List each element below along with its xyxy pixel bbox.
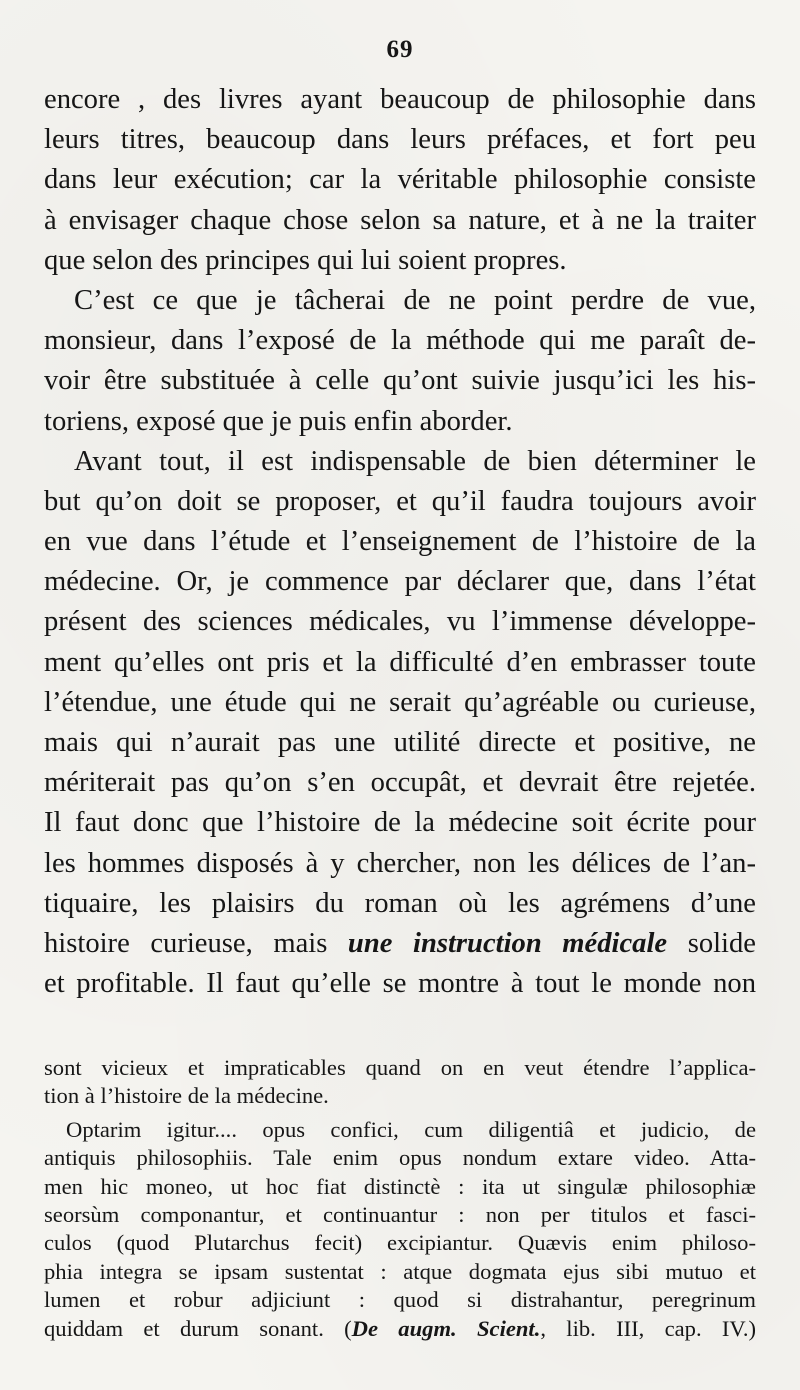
emphasized-text: une instruction médicale bbox=[347, 927, 668, 959]
text-segment: , lib. III, cap. IV.) bbox=[540, 1315, 756, 1341]
footnote bbox=[44, 1054, 756, 1343]
footnote-line: culos (quod Plutarchus fecit) excipiantur. Quævis enim philoso- bbox=[44, 1230, 756, 1256]
text-line: mériterait pas qu’on s’en occupât, et devrait être rejetée. bbox=[44, 767, 756, 799]
footnote-line: tion à l’histoire de la médecine. bbox=[44, 1083, 329, 1109]
text-line: tiquaire, les plaisirs du roman où les agrémens d’une bbox=[44, 887, 756, 919]
text-line: monsieur, dans l’exposé de la méthode qui me paraît de- bbox=[44, 325, 756, 357]
footnote-line: seorsùm componantur, et continuantur : non per titulos et fasci- bbox=[44, 1201, 756, 1227]
text-line: Avant tout, il est indispensable de bien déterminer le bbox=[74, 445, 756, 477]
text-line: en vue dans l’étude et l’enseignement de l’histoire de la bbox=[44, 526, 756, 558]
text-line: C’est ce que je tâcherai de ne point perdre de vue, bbox=[74, 284, 756, 316]
footnote-line: men hic moneo, ut hoc fiat distinctè : ita ut singulæ philosophiæ bbox=[44, 1173, 756, 1199]
footnote-line: phia integra se ipsam sustentat : atque dogmata ejus sibi mutuo et bbox=[44, 1258, 756, 1284]
text-segment: histoire curieuse, mais bbox=[44, 927, 348, 959]
footnote-line: antiquis philosophiis. Tale enim opus nondum extare video. Atta- bbox=[44, 1145, 756, 1171]
text-line: à envisager chaque chose selon sa nature, et à ne la traiter bbox=[44, 204, 756, 236]
text-line: ment qu’elles ont pris et la difficulté d’en embrasser toute bbox=[44, 646, 756, 678]
text-line: médecine. Or, je commence par déclarer que, dans l’état bbox=[44, 566, 756, 598]
main-text bbox=[44, 80, 756, 1004]
text-line: les hommes disposés à y chercher, non les délices de l’an- bbox=[44, 847, 756, 879]
footnote-line: lumen et robur adjiciunt : quod si distrahantur, peregrinum bbox=[44, 1287, 756, 1313]
text-line: leurs titres, beaucoup dans leurs préfaces, et fort peu bbox=[44, 124, 756, 156]
text-line: toriens, exposé que je puis enfin aborder. bbox=[44, 405, 513, 437]
footnote-line: sont vicieux et impraticables quand on en veut étendre l’applica- bbox=[44, 1055, 756, 1080]
text-segment: quiddam et durum sonant. ( bbox=[44, 1315, 352, 1341]
text-line: dans leur exécution; car la véritable philosophie consiste bbox=[44, 164, 756, 196]
text-line: présent des sciences médicales, vu l’immense développe- bbox=[44, 606, 756, 638]
text-line: voir être substituée à celle qu’ont suivie jusqu’ici les his- bbox=[44, 365, 756, 397]
emphasized-text: De augm. Scient. bbox=[351, 1315, 541, 1341]
text-segment: solide bbox=[667, 927, 756, 959]
text-line bbox=[44, 924, 756, 964]
footnote-line bbox=[44, 1315, 756, 1343]
footnote-line: Optarim igitur.... opus confici, cum diligentiâ et judicio, de bbox=[66, 1116, 756, 1142]
text-line: l’étendue, une étude qui ne serait qu’agréable ou curieuse, bbox=[44, 686, 756, 718]
text-line: et profitable. Il faut qu’elle se montre à tout le monde non bbox=[44, 968, 756, 1000]
text-line: but qu’on doit se proposer, et qu’il faudra toujours avoir bbox=[44, 485, 756, 517]
text-line: encore , des livres ayant beaucoup de philosophie dans bbox=[44, 84, 756, 115]
page-number: 69 bbox=[386, 36, 414, 63]
text-line: mais qui n’aurait pas une utilité directe et positive, ne bbox=[44, 727, 756, 758]
text-line: que selon des principes qui lui soient propres. bbox=[44, 244, 567, 276]
text-line: Il faut donc que l’histoire de la médecine soit écrite pour bbox=[44, 807, 756, 839]
